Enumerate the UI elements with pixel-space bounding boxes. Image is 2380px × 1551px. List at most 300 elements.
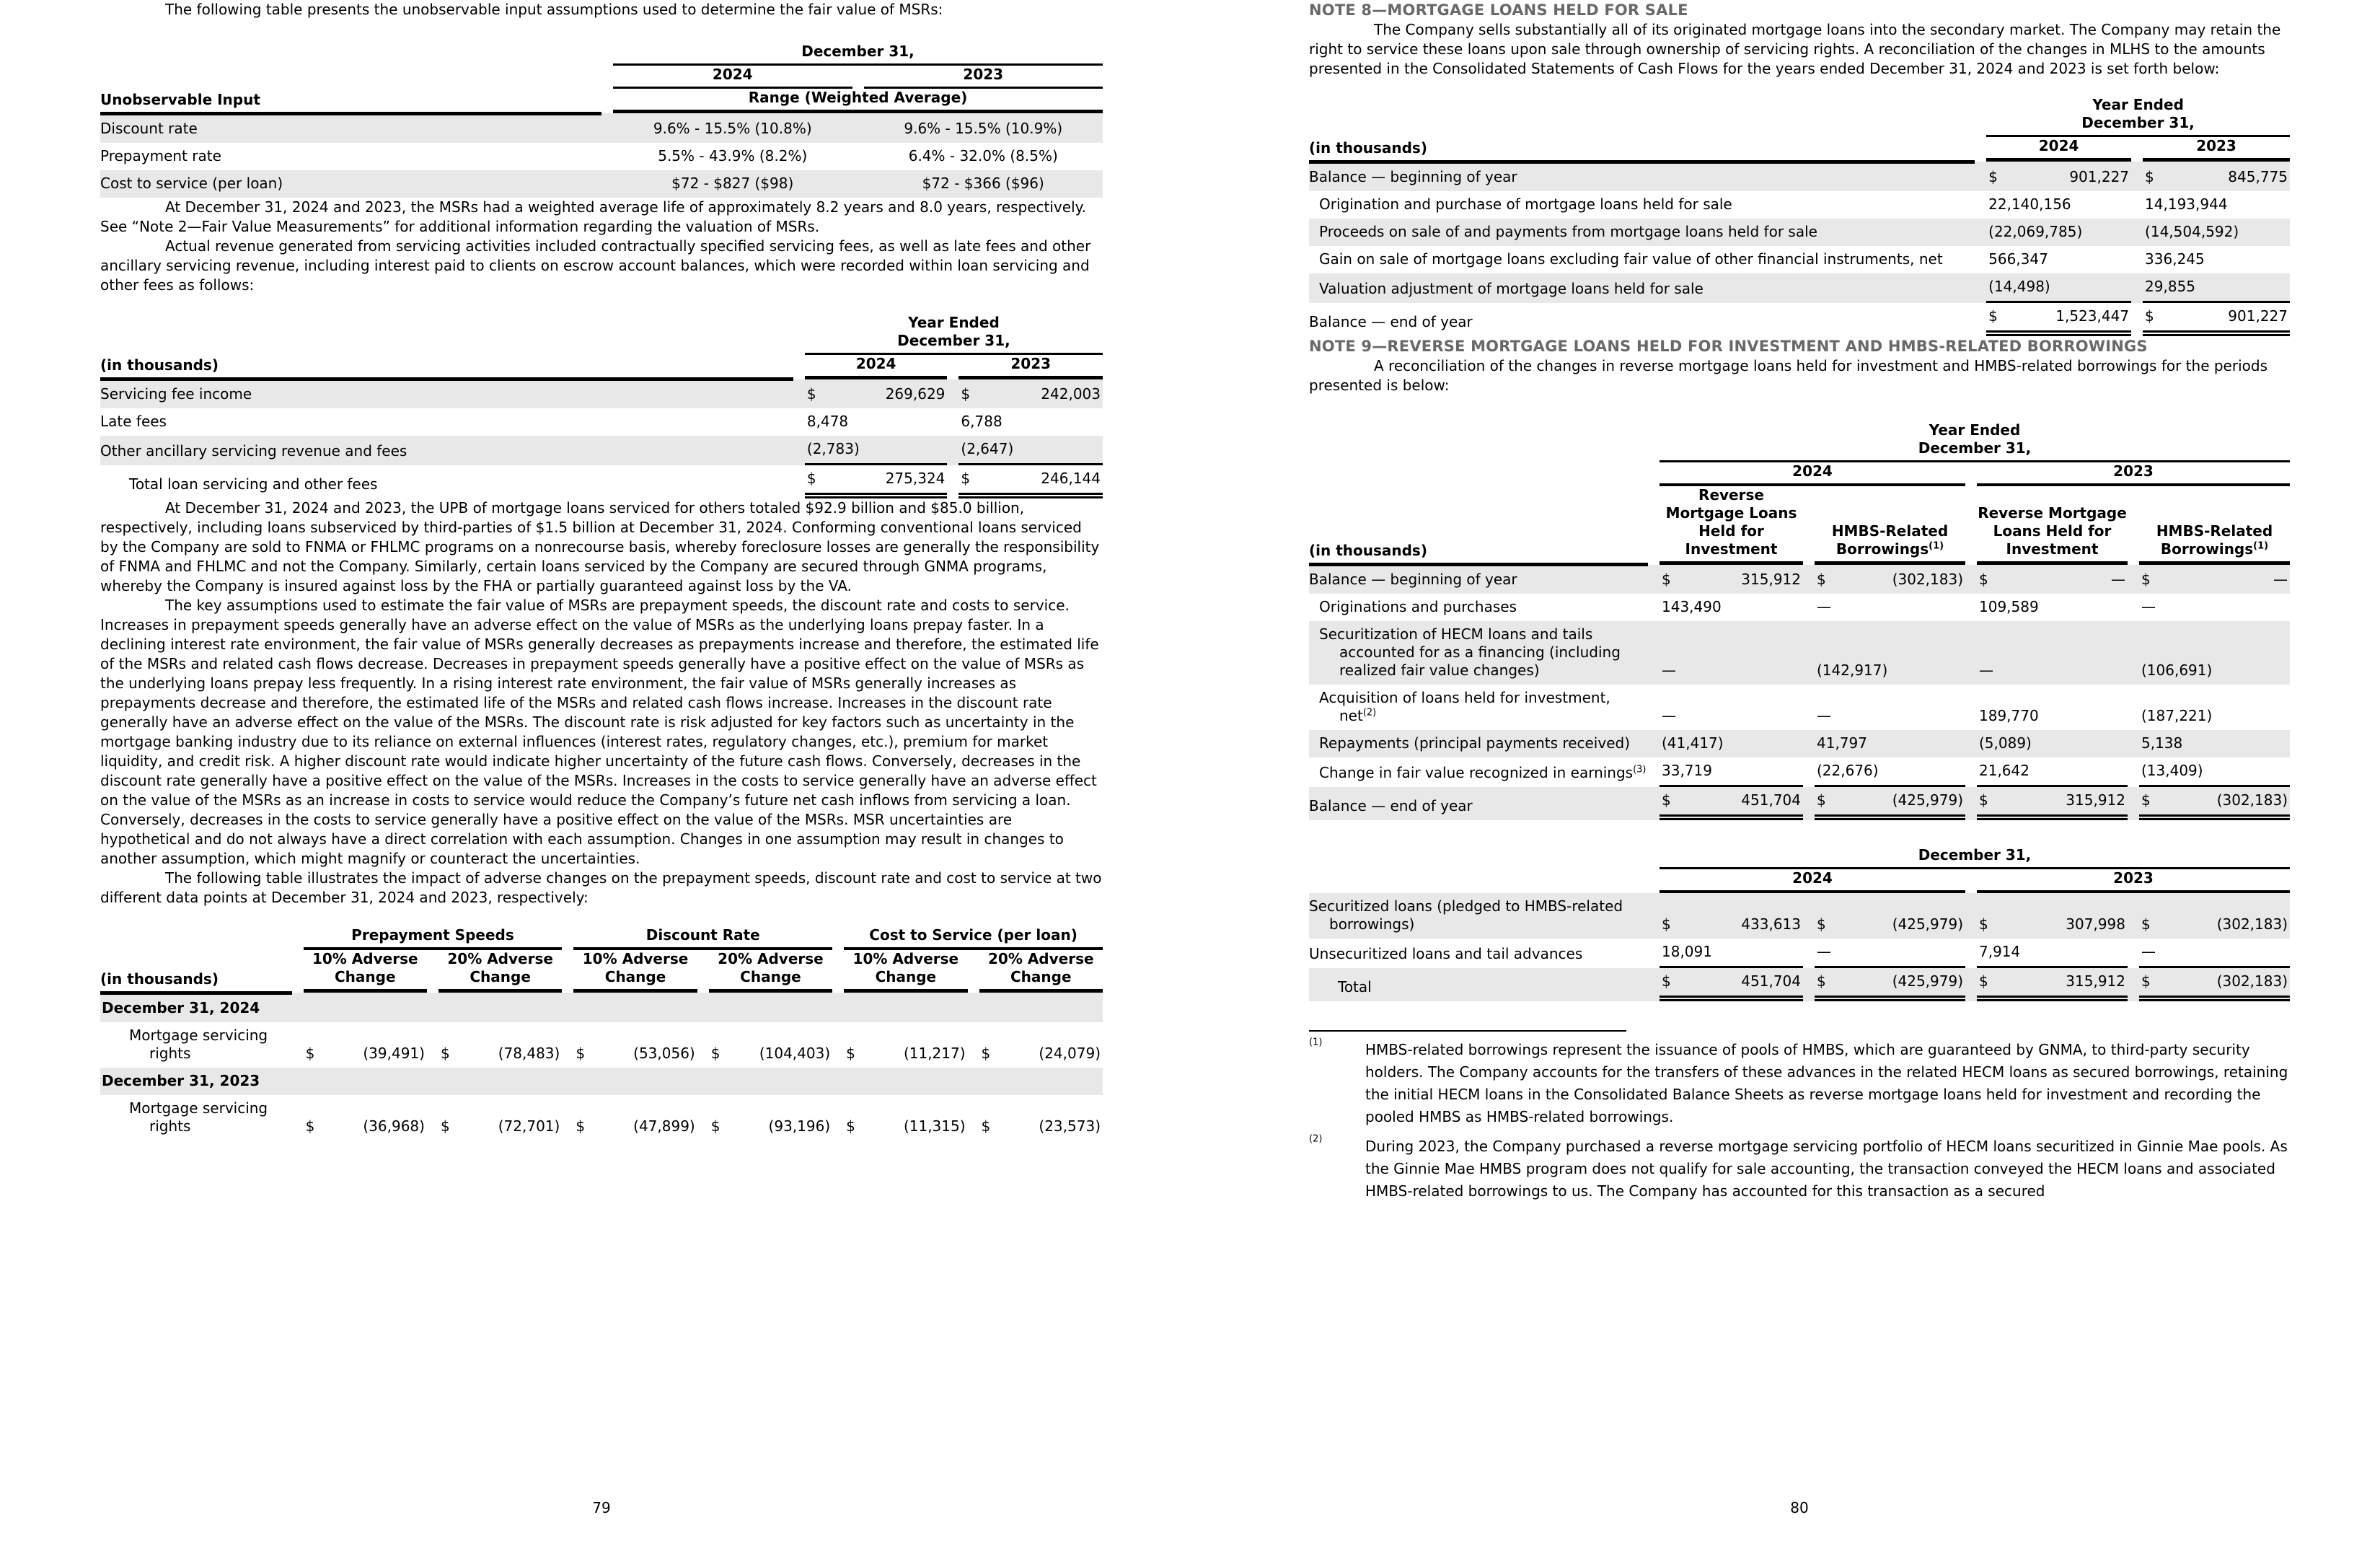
- currency-symbol: $: [981, 1044, 991, 1062]
- table-row: [1309, 246, 2290, 273]
- currency-symbol: $: [2141, 915, 2151, 933]
- subheader-10pct: 10% Adverse Change: [844, 950, 967, 993]
- row-label-cell: [1309, 303, 1975, 336]
- column-header-text: HMBS-Related Borrowings: [1831, 522, 1949, 558]
- currency-symbol: $: [710, 1044, 720, 1062]
- loan-servicing-fees-table: [100, 314, 1103, 499]
- in-thousands-label: (in thousands): [1309, 486, 1648, 565]
- table-row: [100, 408, 1103, 436]
- table-row: [100, 1068, 1103, 1095]
- footnote-marker-text: (2): [1309, 1133, 1323, 1145]
- row-label-cell: [100, 436, 793, 465]
- column-header-cell: [1648, 486, 1803, 565]
- spacer-cell: [1309, 869, 1648, 893]
- currency-symbol: $: [1817, 791, 1826, 809]
- value-cell: [968, 1022, 1103, 1068]
- year-header-cell: [1648, 462, 1965, 486]
- subheader-10pct: 10% Adverse Change: [573, 950, 697, 993]
- cell-value: 901,227: [2069, 167, 2130, 185]
- value-cell: [2131, 191, 2290, 219]
- unobservable-inputs-table: [100, 43, 1103, 198]
- subheader-cell: [832, 950, 967, 993]
- value-cell: [2128, 565, 2290, 594]
- table-row: [100, 1022, 1103, 1068]
- period-header-cell: [1975, 96, 2290, 137]
- footnote-divider: [1309, 1030, 1626, 1032]
- value-cell: [1975, 246, 2131, 273]
- table-row: [100, 436, 1103, 465]
- cell-value: 315,912: [2066, 791, 2125, 809]
- page-79: [100, 0, 1103, 1551]
- spacer-cell: [1309, 96, 1975, 137]
- value-cell: [1975, 273, 2131, 303]
- cell-value: 845,775: [2228, 167, 2288, 185]
- paragraph-key-assumptions: The key assumptions used to estimate the fair value of MSRs are prepayment speeds, the discount rate and costs to service. Increases in prepayment speeds generally have an adverse effect on the value of MSRs as the underlying loans prepay faster. In a declining interest rate environment, the fair value of MSRs generally decreases as prepayments increase and therefore, the estimated life of the MSRs and related cash flows decrease. Decreases in prepayment speeds generally have a positive effect on the value of MSRs as the underlying loans prepay less frequently. In a rising interest rate environment, the fair value of MSRs generally increases as prepayments decrease and therefore, the estimated life of the MSRs and related cash flows increase. Increases in the discount rate generally have an adverse effect on the value of the MSRs. The discount rate is risk adjusted for key factors such as uncertainty in the mortgage banking industry due to its reliance on external influences (interest rates, regulatory changes, etc.), premium for market liquidity, and credit risk. A higher discount rate would indicate higher uncertainty of the future cash flows. Conversely, decreases in the discount rate generally have a positive effect on the value of the MSRs. Increases in the costs to service generally have an adverse effect on the value of the MSRs as an increase in costs to service would reduce the Company’s future net cash inflows from servicing a loan. Conversely, decreases in the costs to service generally have a positive effect on the value of the MSRs. MSR uncertainties are hypothetical and do not always have a direct correlation with each assumption. Changes in one assumption may result in changes to another assumption, which might magnify or counteract the uncertainties.: [100, 597, 1099, 867]
- period-header: December 31,: [613, 43, 1103, 66]
- value-cell: [2131, 303, 2290, 336]
- value-cell: [1648, 787, 1803, 820]
- note8-title: NOTE 8—MORTGAGE LOANS HELD FOR SALE: [1309, 1, 1688, 19]
- year-header-cell: [1965, 462, 2290, 486]
- row-label-cell: [100, 1095, 292, 1141]
- row-label-cell: [1309, 968, 1648, 1001]
- cell-value: (2,647): [961, 440, 1014, 457]
- table-row: [1309, 730, 2290, 757]
- table-row: [1309, 273, 2290, 303]
- value-cell: [1965, 787, 2128, 820]
- cell-value: (302,183): [2216, 791, 2288, 809]
- currency-symbol: $: [1979, 972, 1988, 990]
- value-cell: [1648, 565, 1803, 594]
- row-label-cell: [1309, 273, 1975, 303]
- value-cell: [1965, 685, 2128, 730]
- cell-value: 901,227: [2228, 307, 2288, 325]
- period-header-cell: [1648, 846, 2290, 869]
- row-label: Repayments (principal payments received): [1319, 734, 1630, 752]
- table-row: [100, 465, 1103, 498]
- cell-value: (425,979): [1892, 791, 1963, 809]
- currency-symbol: $: [846, 1117, 855, 1135]
- value-cell: [1965, 968, 2128, 1001]
- group-cost-to-service: Cost to Service (per loan): [844, 926, 1103, 950]
- cell-value: (142,917): [1817, 662, 1888, 679]
- group-discount-rate: Discount Rate: [573, 926, 832, 950]
- column-header-text: HMBS-Related Borrowings: [2156, 522, 2273, 558]
- table-body: [100, 993, 1103, 1141]
- value-cell: [2128, 893, 2290, 939]
- currency-symbol: $: [1662, 915, 1671, 933]
- cell-value: 33,719: [1662, 762, 1712, 779]
- cell-value: 275,324: [885, 470, 946, 487]
- period-header: [1660, 421, 2290, 462]
- year-header-cell: [1965, 869, 2290, 893]
- period-line1: Year Ended: [1929, 421, 2021, 439]
- value-cell: [2128, 787, 2290, 820]
- row-label-cell: [1309, 787, 1648, 820]
- cell-value: 22,140,156: [1988, 195, 2071, 213]
- cell-value: (13,409): [2141, 762, 2203, 779]
- table-header: [100, 43, 1103, 113]
- period-header-cell: [601, 43, 1103, 66]
- table-row: [1309, 303, 2290, 336]
- year-header-cell: [1975, 137, 2131, 162]
- currency-symbol: $: [1817, 571, 1826, 588]
- subheader-20pct: 20% Adverse Change: [979, 950, 1103, 993]
- subheader-20pct: 20% Adverse Change: [709, 950, 832, 993]
- row-label: Mortgage servicing rights: [129, 1026, 268, 1062]
- year-2024: 2024: [1986, 137, 2131, 162]
- row-label: Originations and purchases: [1319, 598, 1517, 615]
- table-body: [100, 113, 1103, 198]
- cell-value: 14,193,944: [2145, 195, 2228, 213]
- value-cell: [1965, 594, 2128, 621]
- cell-value: 451,704: [1741, 791, 1801, 809]
- row-label: Balance — end of year: [1309, 797, 1473, 814]
- row-label-cell: [1309, 219, 1975, 246]
- cell-value: 1,523,447: [2055, 307, 2130, 325]
- cell-value: 451,704: [1741, 972, 1801, 990]
- cell-value: 21,642: [1979, 762, 2029, 779]
- row-label-cell: [100, 170, 601, 198]
- cell-value: —: [1817, 707, 1831, 724]
- currency-symbol: $: [305, 1044, 315, 1062]
- value-cell: [292, 1022, 427, 1068]
- cell-value: 5.5% - 43.9% (8.2%): [658, 146, 808, 164]
- row-label-cell: [100, 1022, 292, 1068]
- cell-value: (47,899): [633, 1117, 695, 1135]
- currency-symbol: $: [1662, 972, 1671, 990]
- cell-value: 9.6% - 15.5% (10.9%): [904, 119, 1063, 137]
- value-cell: [793, 408, 948, 436]
- footnote-ref: (1): [2253, 540, 2269, 551]
- cell-value: 8,478: [806, 413, 849, 430]
- cell-value: 143,490: [1662, 598, 1722, 615]
- value-cell: [1648, 968, 1803, 1001]
- cell-value: 189,770: [1979, 707, 2039, 724]
- value-cell: [1803, 685, 1965, 730]
- row-label: Origination and purchase of mortgage loans held for sale: [1319, 195, 1732, 213]
- cell-value: (93,196): [768, 1117, 831, 1135]
- spacer-cell: [1309, 462, 1648, 486]
- year-2023: 2023: [1977, 462, 2290, 486]
- value-header: Range (Weighted Average): [613, 89, 1103, 113]
- row-label: Discount rate: [100, 119, 198, 137]
- year-header-cell: [793, 355, 948, 379]
- table-row: [1309, 893, 2290, 939]
- value-cell: [793, 465, 948, 498]
- table-row: [1309, 685, 2290, 730]
- currency-symbol: $: [1988, 307, 1998, 325]
- value-cell: [1965, 893, 2128, 939]
- paragraph-intro: The following table presents the unobservable input assumptions used to determine the fair value of MSRs:: [165, 1, 943, 18]
- value-cell: [1975, 219, 2131, 246]
- value-cell: [1803, 730, 1965, 757]
- year-header-cell: [1648, 869, 1965, 893]
- col-hmbs-2023: [2139, 522, 2290, 565]
- value-cell: [601, 113, 852, 143]
- currency-symbol: $: [2145, 307, 2154, 325]
- cell-value: 6.4% - 32.0% (8.5%): [908, 146, 1058, 164]
- value-cell: [947, 379, 1103, 409]
- value-cell: [601, 143, 852, 170]
- table-body: [100, 379, 1103, 499]
- currency-symbol: $: [2145, 167, 2154, 185]
- group-prepayment-speeds: Prepayment Speeds: [304, 926, 563, 950]
- cell-value: —: [2141, 943, 2156, 960]
- footnote-marker: [1309, 1039, 1365, 1128]
- cell-value: 18,091: [1662, 943, 1712, 960]
- col-hmbs-2024: [1815, 522, 1965, 565]
- year-header-cell: [2131, 137, 2290, 162]
- value-cell: [562, 1095, 697, 1141]
- currency-symbol: $: [440, 1117, 450, 1135]
- cell-value: (11,217): [903, 1044, 966, 1062]
- row-label-cell: [100, 408, 793, 436]
- cell-value: (41,417): [1662, 734, 1724, 752]
- cell-value: (36,968): [363, 1117, 425, 1135]
- year-2023: 2023: [2143, 137, 2290, 162]
- value-cell: [852, 143, 1103, 170]
- row-label-cell: [1309, 246, 1975, 273]
- table-row: [1309, 621, 2290, 685]
- cell-value: (2,783): [806, 440, 860, 457]
- currency-symbol: $: [1988, 167, 1998, 185]
- year-2023: 2023: [958, 355, 1103, 379]
- year-header-cell: [947, 355, 1103, 379]
- table-body: [1309, 893, 2290, 1001]
- group-header-cell: [562, 926, 832, 950]
- table-row: [1309, 565, 2290, 594]
- row-label: Securitization of HECM loans and tails accounted for as a financing (including realized fair value changes): [1319, 625, 1621, 679]
- reverse-mortgage-reconciliation-table: [1309, 421, 2290, 821]
- row-label: Proceeds on sale of and payments from mortgage loans held for sale: [1319, 222, 1817, 240]
- table-body: [1309, 162, 2290, 336]
- cell-value: —: [2273, 571, 2288, 588]
- table-header: [100, 314, 1103, 379]
- cell-value: (302,183): [1892, 571, 1963, 588]
- period-line2: December 31,: [1918, 439, 2032, 457]
- value-cell: [2131, 219, 2290, 246]
- row-label: Other ancillary servicing revenue and fees: [100, 442, 407, 460]
- cell-value: (53,056): [633, 1044, 695, 1062]
- value-cell: [1648, 893, 1803, 939]
- currency-symbol: $: [2141, 791, 2151, 809]
- row-label: Servicing fee income: [100, 385, 252, 403]
- column-header-text: Reverse Mortgage Loans Held for Investment: [1978, 504, 2127, 558]
- table-row: [1309, 162, 2290, 191]
- value-cell: [292, 1095, 427, 1141]
- row-label: Valuation adjustment of mortgage loans held for sale: [1319, 279, 1704, 297]
- value-cell: [1965, 621, 2128, 685]
- table-row: [1309, 757, 2290, 787]
- table-row: [1309, 594, 2290, 621]
- row-label-cell: [1309, 162, 1975, 191]
- value-cell: [2131, 273, 2290, 303]
- value-cell: [1975, 191, 2131, 219]
- value-cell: [2128, 621, 2290, 685]
- spacer-cell: [1309, 421, 1648, 462]
- row-label: Gain on sale of mortgage loans excluding fair value of other financial instruments, net: [1319, 250, 1943, 268]
- page-80: [1309, 0, 2290, 1551]
- cell-value: 6,788: [961, 413, 1002, 430]
- period-header: December 31,: [1660, 846, 2290, 869]
- paragraph-sensitivity-intro: The following table illustrates the impact of adverse changes on the prepayment speeds, discount rate and cost to service at two different data points at December 31, 2024 and 2023, respectively:: [100, 869, 1102, 906]
- value-cell: [852, 170, 1103, 198]
- subheader-20pct: 20% Adverse Change: [438, 950, 562, 993]
- subheader-10pct: 10% Adverse Change: [304, 950, 427, 993]
- spacer-cell: [100, 926, 292, 950]
- cell-value: (425,979): [1892, 915, 1963, 933]
- currency-symbol: $: [1662, 791, 1671, 809]
- year-2024: 2024: [1660, 869, 1965, 893]
- cell-value: (104,403): [759, 1044, 831, 1062]
- cell-value: —: [2141, 598, 2156, 615]
- row-label: Cost to service (per loan): [100, 174, 283, 192]
- footnote-2: [1309, 1135, 2290, 1203]
- column-header-cell: [1965, 486, 2128, 565]
- period-header-cell: [1648, 421, 2290, 462]
- currency-symbol: $: [305, 1117, 315, 1135]
- value-cell: [1648, 594, 1803, 621]
- section-row-label: December 31, 2023: [100, 1068, 1103, 1095]
- table-row: [100, 113, 1103, 143]
- value-cell: [2128, 939, 2290, 968]
- currency-symbol: $: [1979, 915, 1988, 933]
- row-label: Acquisition of loans held for investment, net: [1319, 689, 1610, 724]
- value-cell: [832, 1022, 967, 1068]
- cell-value: (22,069,785): [1988, 222, 2083, 240]
- period-header: [1986, 96, 2290, 137]
- row-label: Late fees: [100, 413, 167, 430]
- currency-symbol: $: [2141, 571, 2151, 588]
- row-label-cell: [1309, 191, 1975, 219]
- cell-value: (106,691): [2141, 662, 2213, 679]
- spacer-cell: [1309, 846, 1648, 869]
- row-label: Mortgage servicing rights: [129, 1099, 268, 1135]
- table-row: [1309, 219, 2290, 246]
- value-cell: [1965, 757, 2128, 787]
- currency-symbol: $: [846, 1044, 855, 1062]
- value-cell: [1975, 162, 2131, 191]
- column-header-text: Reverse Mortgage Loans Held for Investment: [1665, 485, 1797, 558]
- table-header: [1309, 846, 2290, 893]
- value-cell: [793, 379, 948, 409]
- currency-symbol: $: [1979, 791, 1988, 809]
- period-header: [805, 314, 1103, 355]
- col-reverse-mortgage-2023: [1977, 504, 2128, 565]
- value-cell: [2128, 594, 2290, 621]
- row-label-cell: [1309, 565, 1648, 594]
- cell-value: (72,701): [498, 1117, 560, 1135]
- currency-symbol: $: [981, 1117, 991, 1135]
- currency-symbol: $: [806, 470, 816, 487]
- row-label: Total loan servicing and other fees: [129, 475, 378, 493]
- value-cell: [1648, 939, 1803, 968]
- period-line2: December 31,: [2081, 114, 2195, 131]
- currency-symbol: $: [440, 1044, 450, 1062]
- year-header-cell: [852, 66, 1103, 89]
- row-label: Total: [1338, 978, 1372, 996]
- column-header-cell: [1803, 486, 1965, 565]
- year-2024: 2024: [613, 66, 852, 89]
- table-row: [100, 143, 1103, 170]
- row-label: Securitized loans (pledged to HMBS-related borrowings): [1309, 897, 1623, 933]
- cell-value: 9.6% - 15.5% (10.8%): [653, 119, 812, 137]
- row-label: Prepayment rate: [100, 146, 221, 164]
- in-thousands-label: (in thousands): [1309, 137, 1975, 162]
- cell-value: —: [1662, 707, 1676, 724]
- cell-value: 315,912: [1741, 571, 1801, 588]
- value-cell: [2128, 757, 2290, 787]
- cell-value: 242,003: [1041, 385, 1101, 403]
- value-cell: [1803, 787, 1965, 820]
- year-2024: 2024: [805, 355, 948, 379]
- section-row-label: December 31, 2024: [100, 993, 1103, 1022]
- row-label-cell: [1309, 621, 1648, 685]
- paragraph-note8: The Company sells substantially all of its originated mortgage loans into the secondary market. The Company may retain the right to service these loans upon sale through ownership of servicing rights. A reconciliation of the changes in MLHS to the amounts presented in the Consolidated Statements of Cash Flows for the years ended December 31, 2024 and 2023 is set forth below:: [1309, 21, 2281, 77]
- cell-value: $72 - $827 ($98): [671, 174, 794, 192]
- row-label-cell: [100, 113, 601, 143]
- year-header-cell: [601, 66, 852, 89]
- cell-value: (22,676): [1817, 762, 1879, 779]
- row-label-cell: [100, 143, 601, 170]
- cell-value: (187,221): [2141, 707, 2213, 724]
- cell-value: —: [1979, 662, 1993, 679]
- footnote-marker-text: (1): [1309, 1037, 1323, 1048]
- value-cell: [968, 1095, 1103, 1141]
- value-cell: [947, 436, 1103, 465]
- value-cell: [427, 1022, 562, 1068]
- currency-symbol: $: [961, 470, 971, 487]
- cell-value: 5,138: [2141, 734, 2183, 752]
- value-cell: [1803, 621, 1965, 685]
- cell-value: 246,144: [1041, 470, 1101, 487]
- row-label: Change in fair value recognized in earnings: [1319, 764, 1634, 781]
- table-body: [1309, 565, 2290, 821]
- cell-value: $72 - $366 ($96): [922, 174, 1044, 192]
- group-header-cell: [832, 926, 1103, 950]
- footnote-ref: (1): [1929, 540, 1944, 551]
- currency-symbol: $: [1979, 571, 1988, 588]
- value-cell: [1803, 594, 1965, 621]
- value-cell: [1803, 939, 1965, 968]
- value-cell: [1648, 685, 1803, 730]
- cell-value: —: [1662, 662, 1676, 679]
- in-thousands-label: (in thousands): [100, 950, 292, 993]
- paragraph-note9: A reconciliation of the changes in reverse mortgage loans held for investment and HMBS-related borrowings for the periods presented is below:: [1309, 356, 2267, 394]
- row-label-cell: [100, 465, 793, 498]
- value-cell: [427, 1095, 562, 1141]
- value-cell: [2128, 968, 2290, 1001]
- row-label-cell: [1309, 730, 1648, 757]
- table-header: [1309, 421, 2290, 565]
- value-cell: [2128, 685, 2290, 730]
- cell-value: 109,589: [1979, 598, 2039, 615]
- cell-value: (11,315): [903, 1117, 966, 1135]
- row-label: Unsecuritized loans and tail advances: [1309, 945, 1583, 962]
- value-cell: [947, 408, 1103, 436]
- cell-value: (78,483): [498, 1044, 560, 1062]
- cell-value: (302,183): [2216, 972, 2288, 990]
- currency-symbol: $: [2141, 972, 2151, 990]
- cell-value: —: [2111, 571, 2125, 588]
- value-cell: [793, 436, 948, 465]
- table-header: [100, 926, 1103, 993]
- value-cell: [947, 465, 1103, 498]
- cell-value: —: [1817, 598, 1831, 615]
- footnote-text: HMBS-related borrowings represent the issuance of pools of HMBS, which are guaranteed by GNMA, to third-party security holders. The Company accounts for the transfers of these advances in the related HECM loans as secured borrowings, retaining the initial HECM loans in the Consolidated Balance Sheets as reverse mortgage loans held for investment and recording the pooled HMBS as HMBS-related borrowings.: [1365, 1041, 2288, 1125]
- period-line1: Year Ended: [908, 313, 1000, 331]
